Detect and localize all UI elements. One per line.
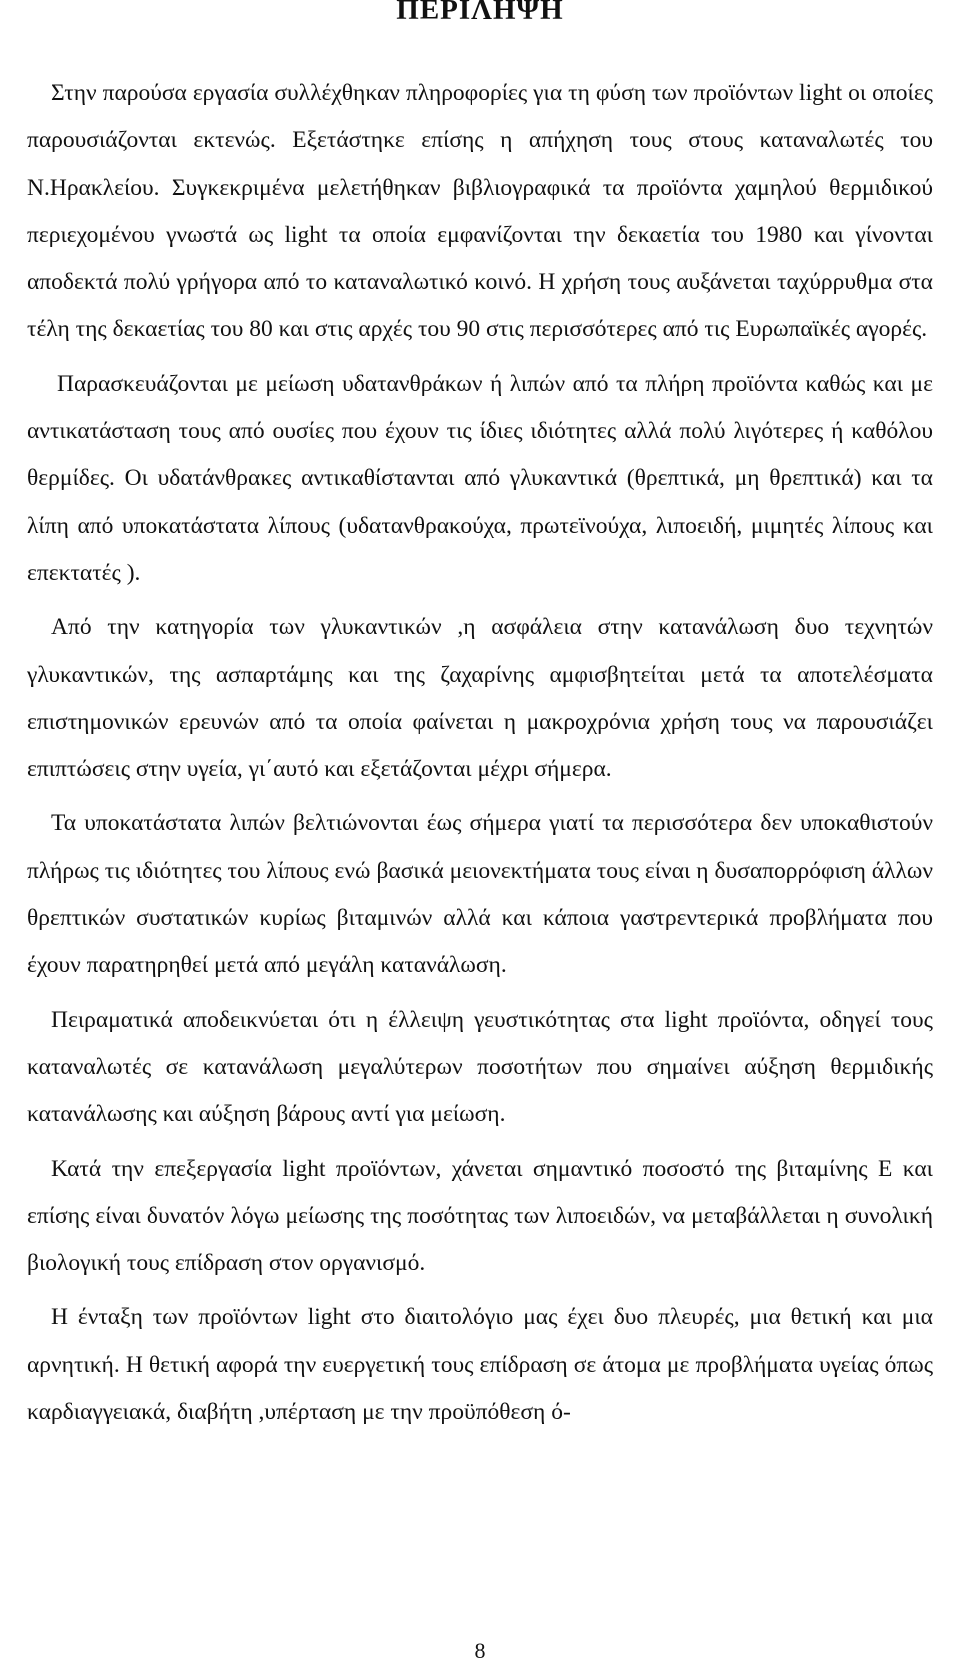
- paragraph-5: Πειραματικά αποδεικνύεται ότι η έλλειψη γευστικότητας στα light προϊόντα, οδηγεί τους καταναλωτές σε κατανάλωση μεγαλύτερων ποσοτήτων που σημαίνει αύξηση θερμιδικής κατανάλωσης και αύξηση βάρους αντί για μείωση.: [27, 1006, 933, 1128]
- abstract-body: [27, 70, 933, 1443]
- paragraph-7: Η ένταξη των προϊόντων light στο διαιτολόγιο μας έχει δυο πλευρές, μια θετική και μια αρνητική. Η θετική αφορά την ευεργετική τους επίδραση σε άτομα με προβλήματα υγείας όπως καρδιαγγειακά, διαβήτη ,υπέρταση με την προϋπόθεση ό-: [27, 1304, 933, 1426]
- page-number: 8: [474, 1638, 486, 1663]
- page-title: ΠΕΡΙΛΗΨΗ: [396, 0, 564, 26]
- paragraph-1: Στην παρούσα εργασία συλλέχθηκαν πληροφορίες για τη φύση των προϊόντων light οι οποίες παρουσιάζονται εκτενώς. Εξετάστηκε επίσης η απήχηση τους στους καταναλωτές του Ν.Ηρακλείου. Συγκεκριμένα μελετήθηκαν βιβλιογραφικά τα προϊόντα χαμηλού θερμιδικού περιεχομένου γνωστά ως light τα οποία εμφανίζονται την δεκαετία του 1980 και γίνονται αποδεκτά πολύ γρήγορα από το καταναλωτικό κοινό. Η χρήση τους αυξάνεται ταχύρρυθμα στα τέλη της δεκαετίας του 80 και στις αρχές του 90 στις περισσότερες από τις Ευρωπαϊκές αγορές.: [27, 80, 933, 343]
- paragraph-3: Από την κατηγορία των γλυκαντικών ,η ασφάλεια στην κατανάλωση δυο τεχνητών γλυκαντικών, της ασπαρτάμης και της ζαχαρίνης αμφισβητείται μετά τα αποτελέσματα επιστημονικών ερευνών από τα οποία φαίνεται η μακροχρόνια χρήση τους να παρουσιάζει επιπτώσεις στην υγεία, γι΄αυτό και εξετάζονται μέχρι σήμερα.: [27, 614, 933, 783]
- paragraph-4: Τα υποκατάστατα λιπών βελτιώνονται έως σήμερα γιατί τα περισσότερα δεν υποκαθιστούν πλήρως τις ιδιότητες του λίπους ενώ βασικά μειονεκτήματα τους είναι η δυσαπορρόφιση άλλων θρεπτικών συστατικών κυρίως βιταμινών αλλά και κάποια γαστρεντερικά προβλήματα που έχουν παρατηρηθεί μετά από μεγάλη κατανάλωση.: [27, 810, 933, 979]
- paragraph-6: Κατά την επεξεργασία light προϊόντων, χάνεται σημαντικό ποσοστό της βιταμίνης Ε και επίσης είναι δυνατόν λόγω μείωσης της ποσότητας των λιποειδών, να μεταβάλλεται η συνολική βιολογική τους επίδραση στον οργανισμό.: [27, 1155, 933, 1277]
- paragraph-2: Παρασκευάζονται με μείωση υδατανθράκων ή λιπών από τα πλήρη προϊόντα καθώς και με αντικατάσταση τους από ουσίες που έχουν τις ίδιες ιδιότητες αλλά πολύ λιγότερες ή καθόλου θερμίδες. Οι υδατάνθρακες αντικαθίστανται από γλυκαντικά (θρεπτικά, μη θρεπτικά) και τα λίπη από υποκατάστατα λίπους (υδατανθρακούχα, πρωτεϊνούχα, λιποειδή, μιμητές λίπους και επεκτατές ).: [27, 370, 933, 586]
